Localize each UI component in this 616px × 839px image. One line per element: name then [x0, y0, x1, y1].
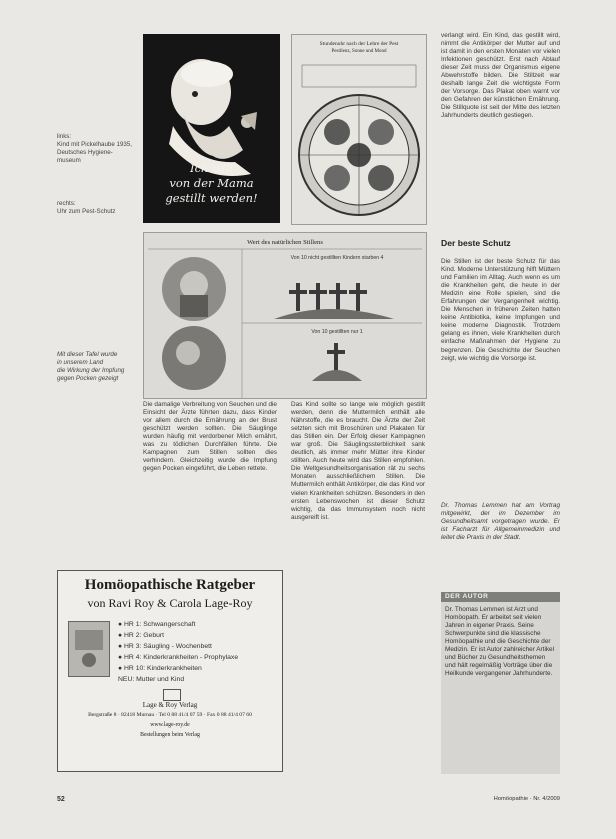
ad-item	[118, 654, 238, 661]
footer-publication: Homöopathie · Nr. 4/2009	[493, 796, 560, 802]
ad-publisher-logo	[163, 689, 181, 701]
poster-image	[143, 34, 280, 223]
bullet-icon: ●	[118, 643, 124, 650]
caption-middle-left	[57, 351, 139, 383]
author-box-band: DER AUTOR	[441, 592, 560, 602]
bullet-icon: ●	[118, 654, 124, 661]
caption-line: museum	[57, 157, 81, 164]
poster-slogan-line-3: gestillt werden!	[165, 191, 258, 205]
ad-website[interactable]: www.lage-roy.de	[150, 722, 190, 728]
caption-line: die Wirkung der Impfung	[57, 367, 125, 374]
ad-item-label: HR 1: Schwangerschaft	[124, 621, 196, 628]
clock-header-line-2: Pestilenz, Sonne und Mond	[331, 49, 387, 54]
stillen-panel-bottom-label: Von 10 gestillten nur 1	[311, 329, 363, 335]
bullet-icon: ●	[118, 665, 124, 672]
caption-line: Deutsches Hygiene-	[57, 149, 113, 156]
stillen-figure-title: Wert des natürlichen Stillens	[247, 239, 323, 246]
ad-address: Bergstraße 8 · 82418 Murnau · Tel 0 88 41/4 07 59 · Fax 0 88 41/4 07 60	[88, 712, 252, 718]
clock-header-line-1: Stundenuhr nach der Lehre der Pest	[319, 41, 399, 47]
poster-slogan-line-1: Ich will	[190, 161, 233, 175]
clock-illustration	[292, 35, 426, 224]
clock-figure	[291, 34, 427, 225]
ad-publisher: Lage & Roy Verlag	[142, 701, 198, 709]
middle-column-body-text: Das Kind sollte so lange wie möglich gestillt werden, denn die Muttermilch enthält alle Nährstoffe, die es braucht. Die Ärzte der Zeit setzten sich mit Broschüren und Plakaten für das Stillen ein. Der Erfolg dieser Kampagnen war groß. Die Säuglingssterblichkeit sank deutlich, als immer mehr Mütter ihre Kinder stillten. Auch heute wird das Stillen empfohlen. Die Weltgesundheitsorganisation rät zu sechs Monaten ausschließlichem Stillen. Die Muttermilch enthält Antikörper, die das Kind vor vielen Krankheiten schützen. Besonders in den ersten Lebenswochen ist dieser Schutz wichtig, da das Immunsystem noch nicht ausgereift ist.	[291, 401, 425, 521]
right-column-italic-text: Dr. Thomas Lemmen hat am Vortrag mitgewirkt, der im Dezember im Gesundheitsamt vorgetragen wurde. Er ist Facharzt für Allgemeinmedizin und leitet die Praxis in der Stadt.	[441, 502, 560, 542]
author-box	[441, 602, 560, 774]
ad-book-cover	[68, 621, 110, 677]
right-column-body-text: Die Stillen ist der beste Schutz für das Kind. Moderne Unterstützung hilft Müttern und Familien im Alltag. Auch wenn es um die Krankheiten geht, die heute in der Medizin eine Rolle spielen, sind die Erfahrungen der Vergangenheit wichtig. Die Menschen in früheren Zeiten hatten keine Antibiotika, keine Impfungen und keine moderne Diagnostik. Trotzdem gelang es ihnen, viele Krankheiten durch einfache Maßnahmen der Hygiene zu begrenzen. Die Geschichte der Seuchen zeigt, wie wichtig die Vorsorge ist.	[441, 258, 560, 362]
ad-item-label: HR 3: Säugling - Wochenbett	[124, 643, 212, 650]
caption-top-left	[57, 133, 139, 165]
advertisement-box	[57, 570, 283, 772]
caption-line: Kind mit Pickelhaube 1935,	[57, 141, 132, 148]
book-cover-illustration	[69, 622, 109, 676]
ad-item-label: HR 10: Kinderkrankheiten	[124, 665, 202, 672]
ad-item	[118, 643, 212, 650]
caption-line: rechts:	[57, 200, 76, 207]
ad-item	[118, 676, 184, 683]
caption-line: Mit dieser Tafel wurde	[57, 351, 118, 358]
stillen-panel-top-label: Von 10 nicht gestillten Kindern starben 4	[290, 255, 384, 261]
ad-item-label: HR 2: Geburt	[124, 632, 165, 639]
poster-slogan-line-2: von der Mama	[169, 176, 254, 190]
caption-line: in unserem Land	[57, 359, 104, 366]
caption-line: gegen Pocken gezeigt	[57, 375, 119, 382]
right-column-top-text: verlangt wird. Ein Kind, das gestillt wird, nimmt die Antikörper der Mutter auf und ist damit in den ersten Monaten vor vielen Infektionen geschützt. Erst nach Ablauf dieser Zeit muss der Organismus eigene Abwehrstoffe bilden. Die Stillzeit war deshalb lange Zeit die wichtigste Form der Vorsorge. Das Plakat oben warnt vor den Gefahren der künstlichen Ernährung. Die Stillquote ist seit der Mitte des letzten Jahrhunderts deutlich gestiegen.	[441, 32, 560, 120]
author-box-text: Dr. Thomas Lemmen ist Arzt und Homöopath. Er arbeitet seit vielen Jahren in eigener Praxis. Seine Schwerpunkte sind die klassische Homöopathie und die Geschichte der Medizin. Er ist Autor zahlreicher Artikel und Bücher zu Gesundheitsthemen und hält regelmäßig Vorträge über die Heilkunde vergangener Jahrhunderte.	[445, 606, 555, 678]
bullet-icon: ●	[118, 621, 124, 628]
caption-top-left-2	[57, 200, 139, 216]
ad-subtitle: von Ravi Roy & Carola Lage-Roy	[87, 596, 253, 610]
ad-item	[118, 632, 164, 639]
ad-title: Homöopathische Ratgeber	[84, 577, 256, 593]
caption-line: links:	[57, 133, 72, 140]
caption-line: Uhr zum Pest-Schutz	[57, 208, 116, 215]
page-number: 52	[57, 796, 65, 803]
stillen-figure	[143, 232, 427, 399]
left-column-body-text: Die damalige Verbreitung von Seuchen und die Einsicht der Ärzte führten dazu, dass Kinder vor allem durch die Ernährung an der Brust geschützt werden sollten. Die Säuglinge wurden häufig mit verdorbener Milch ernährt, was zu tödlichen Durchfällen führte. Die Kampagnen zum Stillen sollten dies verhindern. Gleichzeitig wurde die Impfung gegen Pocken eingeführt, die Leben rettete.	[143, 401, 277, 473]
section-heading-der-beste-schutz: Der beste Schutz	[441, 238, 511, 248]
ad-item-label: NEU: Mutter und Kind	[118, 676, 185, 683]
ad-item	[118, 665, 202, 672]
ad-item-label: HR 4: Kinderkrankheiten - Prophylaxe	[124, 654, 239, 661]
ad-order-note: Bestellungen beim Verlag	[140, 732, 200, 738]
bullet-icon: ●	[118, 632, 124, 639]
ad-item	[118, 621, 195, 628]
